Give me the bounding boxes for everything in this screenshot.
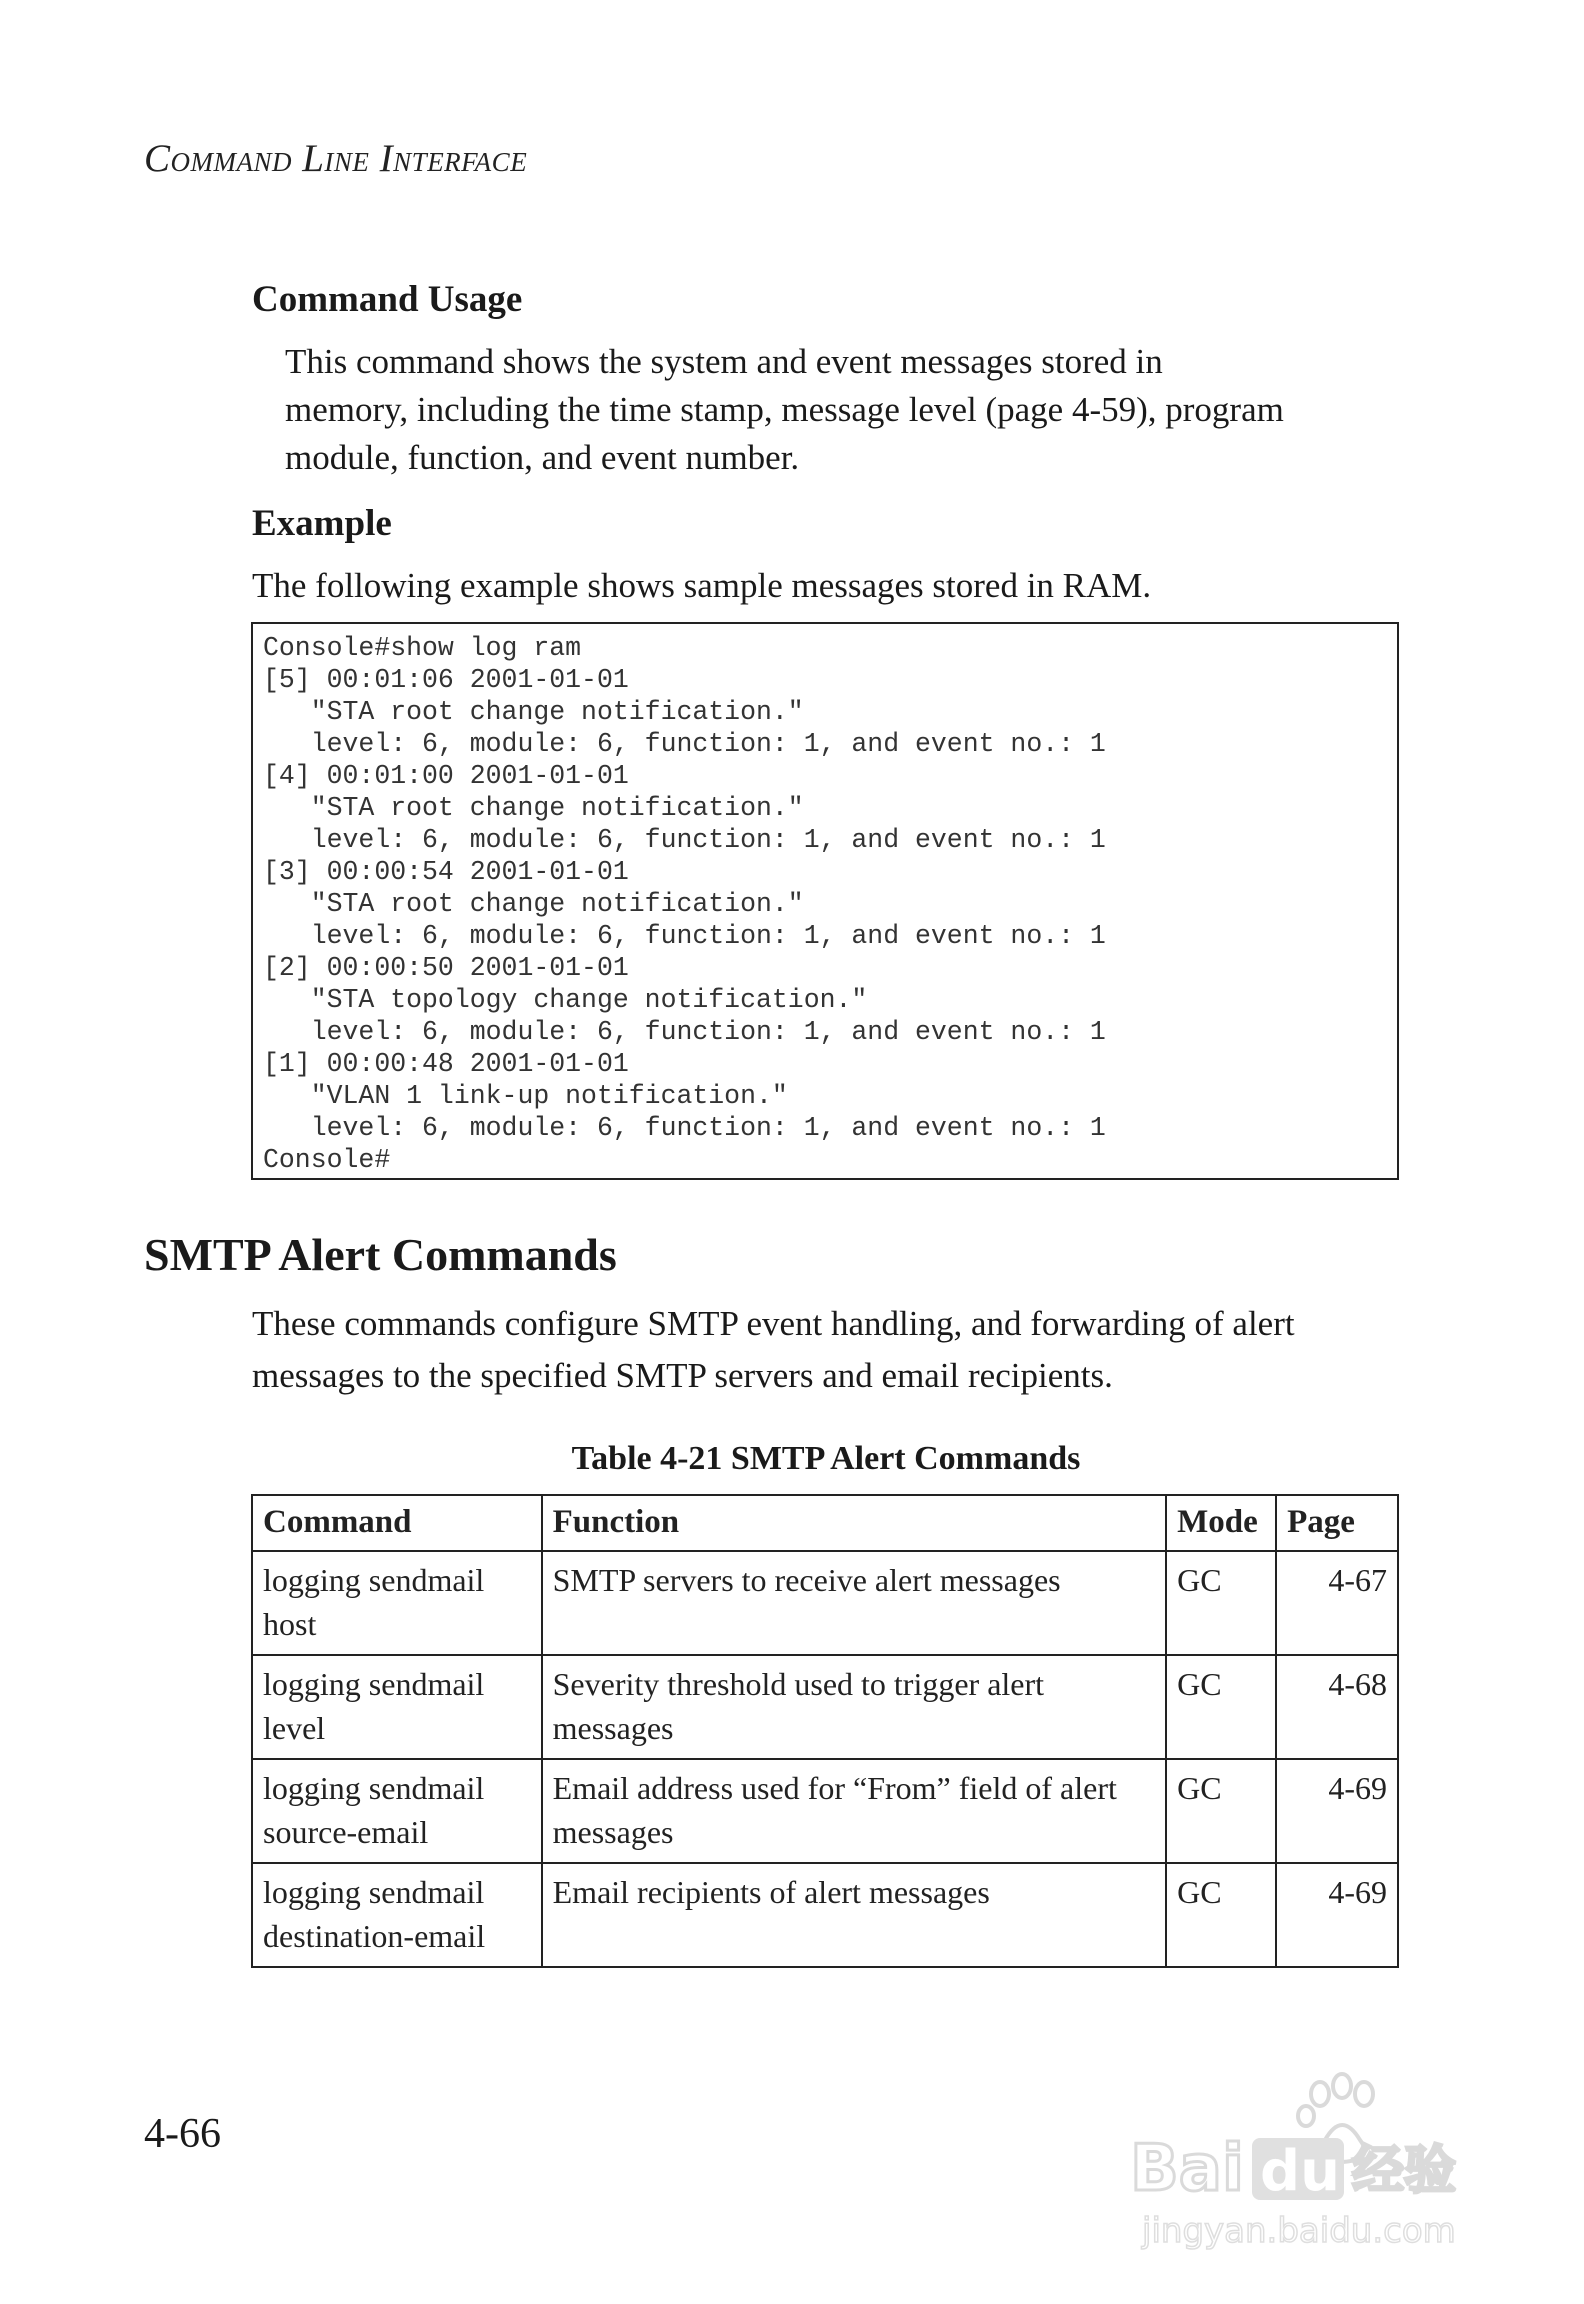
function-text: Severity threshold used to trigger alert <box>552 1666 1045 1702</box>
code-line: Console# <box>263 1145 391 1175</box>
table-header-row <box>252 1495 1398 1551</box>
page-cell: 4-68 <box>1276 1655 1398 1759</box>
smtp-intro-line: These commands configure SMTP event handling, and forwarding of alert <box>252 1304 1295 1343</box>
column-header-function: Function <box>542 1495 1166 1551</box>
table-row <box>252 1759 1398 1863</box>
command-text: destination-email <box>263 1918 486 1954</box>
table-row <box>252 1551 1398 1655</box>
section-title: SMTP Alert Commands <box>144 1229 617 1280</box>
command-text: logging sendmail <box>263 1770 485 1806</box>
code-line: "STA topology change notification." <box>263 985 868 1015</box>
page-cell: 4-67 <box>1276 1551 1398 1655</box>
mode-cell: GC <box>1166 1759 1276 1863</box>
smtp-commands-table <box>251 1494 1399 1968</box>
function-cell <box>542 1655 1166 1759</box>
command-usage-line: memory, including the time stamp, message level (page 4-59), program <box>285 390 1284 429</box>
column-header-page: Page <box>1276 1495 1398 1551</box>
smtp-intro-line: messages to the specified SMTP servers and email recipients. <box>252 1356 1113 1395</box>
code-line: [5] 00:01:06 2001-01-01 <box>263 665 629 695</box>
code-line: "STA root change notification." <box>263 793 804 823</box>
code-line: "STA root change notification." <box>263 889 804 919</box>
column-header-command: Command <box>252 1495 542 1551</box>
svg-text:经验: 经验 <box>1352 2141 1457 2201</box>
code-line: Console#show log ram <box>263 633 582 663</box>
command-text: source-email <box>263 1814 429 1850</box>
code-line: level: 6, module: 6, function: 1, and event no.: 1 <box>263 1017 1106 1047</box>
command-text: level <box>263 1710 326 1746</box>
running-header: Command Line Interface <box>144 137 528 180</box>
code-line: level: 6, module: 6, function: 1, and event no.: 1 <box>263 825 1106 855</box>
command-cell <box>252 1759 542 1863</box>
baidu-watermark-logo <box>1120 2060 1480 2260</box>
mode-cell: GC <box>1166 1655 1276 1759</box>
table-row <box>252 1655 1398 1759</box>
command-cell <box>252 1655 542 1759</box>
function-text: SMTP servers to receive alert messages <box>552 1562 1061 1598</box>
function-text: Email recipients of alert messages <box>552 1874 990 1910</box>
page-cell: 4-69 <box>1276 1759 1398 1863</box>
mode-cell: GC <box>1166 1551 1276 1655</box>
example-heading: Example <box>252 503 392 544</box>
function-text: Email address used for “From” field of alert <box>552 1770 1117 1806</box>
table-caption: Table 4-21 SMTP Alert Commands <box>571 1440 1081 1477</box>
command-usage-text <box>285 338 1284 482</box>
smtp-intro <box>252 1298 1295 1402</box>
command-text: logging sendmail <box>263 1666 485 1702</box>
function-cell <box>542 1759 1166 1863</box>
code-line: [3] 00:00:54 2001-01-01 <box>263 857 629 887</box>
function-cell <box>542 1551 1166 1655</box>
table-row <box>252 1863 1398 1967</box>
command-cell <box>252 1551 542 1655</box>
code-line: [2] 00:00:50 2001-01-01 <box>263 953 629 983</box>
code-line: "STA root change notification." <box>263 697 804 727</box>
function-text: messages <box>552 1814 674 1850</box>
command-text: host <box>263 1606 317 1642</box>
code-line: level: 6, module: 6, function: 1, and event no.: 1 <box>263 921 1106 951</box>
example-intro: The following example shows sample messages stored in RAM. <box>252 566 1152 605</box>
command-usage-line: module, function, and event number. <box>285 438 800 477</box>
svg-text:du: du <box>1260 2139 1340 2204</box>
function-text: messages <box>552 1710 674 1746</box>
column-header-mode: Mode <box>1166 1495 1276 1551</box>
function-cell <box>542 1863 1166 1967</box>
code-line: level: 6, module: 6, function: 1, and event no.: 1 <box>263 729 1106 759</box>
code-example-box <box>251 622 1399 1180</box>
svg-text:jingyan.baidu.com: jingyan.baidu.com <box>1142 2211 1456 2251</box>
command-text: logging sendmail <box>263 1874 485 1910</box>
command-usage-heading: Command Usage <box>252 279 523 320</box>
page-number: 4-66 <box>144 2111 221 2157</box>
code-line: level: 6, module: 6, function: 1, and event no.: 1 <box>263 1113 1106 1143</box>
command-cell <box>252 1863 542 1967</box>
code-line: "VLAN 1 link-up notification." <box>263 1081 788 1111</box>
command-text: logging sendmail <box>263 1562 485 1598</box>
page-cell: 4-69 <box>1276 1863 1398 1967</box>
command-usage-line: This command shows the system and event messages stored in <box>285 342 1163 381</box>
code-line: [1] 00:00:48 2001-01-01 <box>263 1049 629 1079</box>
svg-text:Bai: Bai <box>1130 2132 1244 2206</box>
code-line: [4] 00:01:00 2001-01-01 <box>263 761 629 791</box>
mode-cell: GC <box>1166 1863 1276 1967</box>
